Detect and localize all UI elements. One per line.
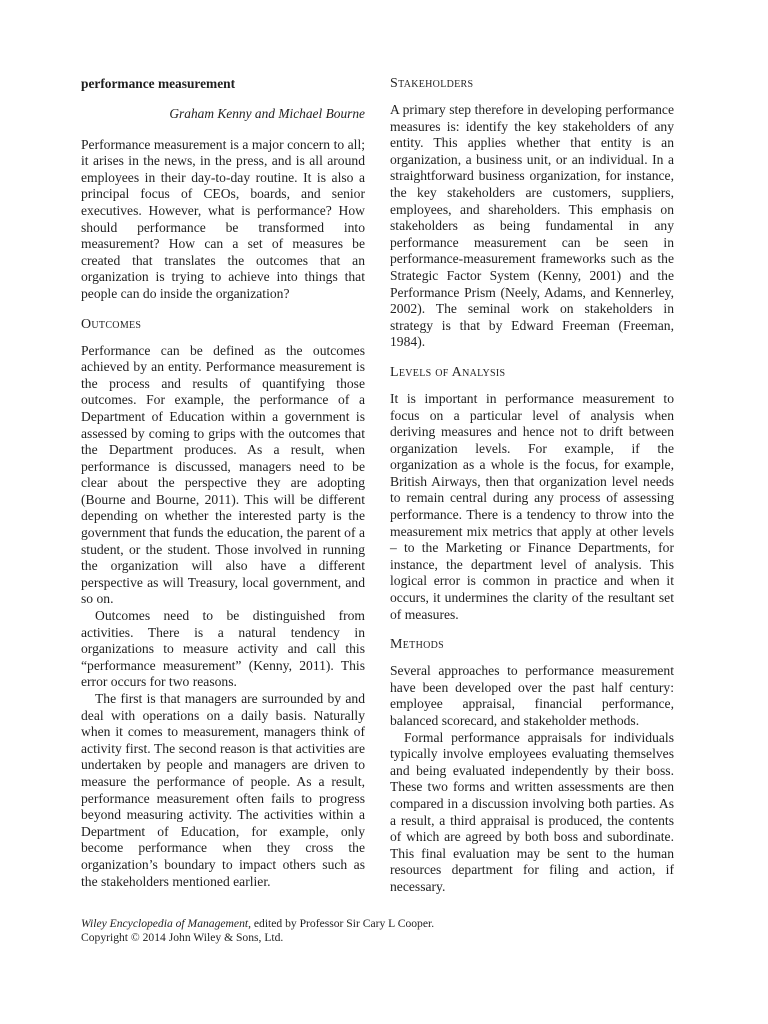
footer-editor: , edited by Professor Sir Cary L Cooper. — [248, 917, 435, 930]
entry-authors: Graham Kenny and Michael Bourne — [169, 106, 365, 121]
footer-copyright: Copyright © 2014 John Wiley & Sons, Ltd. — [81, 931, 284, 944]
stakeholders-heading: Stakeholders — [390, 76, 474, 91]
levels-paragraph: It is important in performance measurement to focus on a particular level of analysis when deriving measures and hence not to drift between organization levels. For example, if the organization as a whole is the focus, for example, British Airways, then that organization level needs to remain central during any process of assessing performance. There is a tendency to throw into the measurement mix metrics that apply at other levels – to the Marketing or Finance Departments, for instance, the department level of analysis. This logical error is common in practice and when it occurs, it undermines the clarity of the resultant set of measures. — [390, 390, 674, 622]
outcomes-heading: Outcomes — [81, 316, 142, 332]
stakeholders-paragraph: A primary step therefore in developing performance measures is: identify the key stakeholders of any entity. This applies whether that entity is an organization, a business unit, or an individual. In a straightforward business organization, for instance, the key stakeholders are customers, suppliers, employees, and shareholders. This emphasis on stakeholders as being fundamental in any performance measurement can be seen in performance-measurement frameworks such as the Strategic Factor System (Kenny, 2001) and the Performance Prism (Neely, Adams, and Kennerley, 2002). The seminal work on stakeholders in strategy is that by Edward Freeman (Freeman, 1984). — [390, 102, 674, 350]
methods-paragraph-1: Several approaches to performance measurement have been developed over the past half century: employee appraisal, financial performance, balanced scorecard, and stakeholder methods. — [390, 663, 674, 728]
page-footer — [81, 917, 681, 945]
intro-paragraph: Performance measurement is a major concern to all; it arises in the news, in the press, and is all around employees in their day-to-day routine. It is also a principal focus of CEOs, boards, and senior executives. However, what is performance? How should performance be transformed into measurement? How can a set of measures be created that translates the outcomes that an organization is trying to achieve into things that people can do inside the organization? — [81, 136, 365, 301]
levels-of-analysis-heading: Levels of Analysis — [390, 364, 506, 380]
right-column — [390, 76, 674, 896]
left-column — [81, 76, 365, 890]
methods-paragraph-2: Formal performance appraisals for individuals typically involve employees evaluating themselves and being evaluated independently by their boss. These two forms and written assessments are then compared in a discussion involving both parties. As a result, a third appraisal is produced, the contents of which are agreed by both boss and subordinate. This final evaluation may be sent to the human resources department for filing and action, if necessary. — [390, 729, 674, 894]
entry-title: performance measurement — [81, 76, 236, 91]
footer-citation — [81, 917, 681, 931]
outcomes-paragraph-2: Outcomes need to be distinguished from activities. There is a natural tendency in organizations to measure activity and call this “performance measurement” (Kenny, 2011). This error occurs for two reasons. — [81, 608, 365, 690]
outcomes-paragraph-3: The first is that managers are surrounded by and deal with operations on a daily basis. Naturally when it comes to measurement, managers think of activity first. The second reason is that activities are undertaken by people and managers are driven to measure the performance of people. As a result, performance measurement often fails to progress beyond measuring activity. The activities within a Department of Education, for example, only become performance when they cross the organization’s boundary to impact others such as the stakeholders mentioned earlier. — [81, 691, 365, 889]
outcomes-paragraph-1: Performance can be defined as the outcomes achieved by an entity. Performance measurement is the process and results of quantifying those outcomes. For example, the performance of a Department of Education within a government is assessed by coming to grips with the outcomes that the Department produces. As a result, when performance is discussed, managers need to be clear about the perspective they are adopting (Bourne and Bourne, 2011). This will be different depending on whether the interested party is the government that funds the education, the parent of a student, or the student. Those involved in running the organization will also have a different perspective as will Treasury, local government, and so on. — [81, 342, 365, 607]
footer-publication-title: Wiley Encyclopedia of Management — [81, 917, 249, 930]
methods-heading: Methods — [390, 637, 444, 653]
